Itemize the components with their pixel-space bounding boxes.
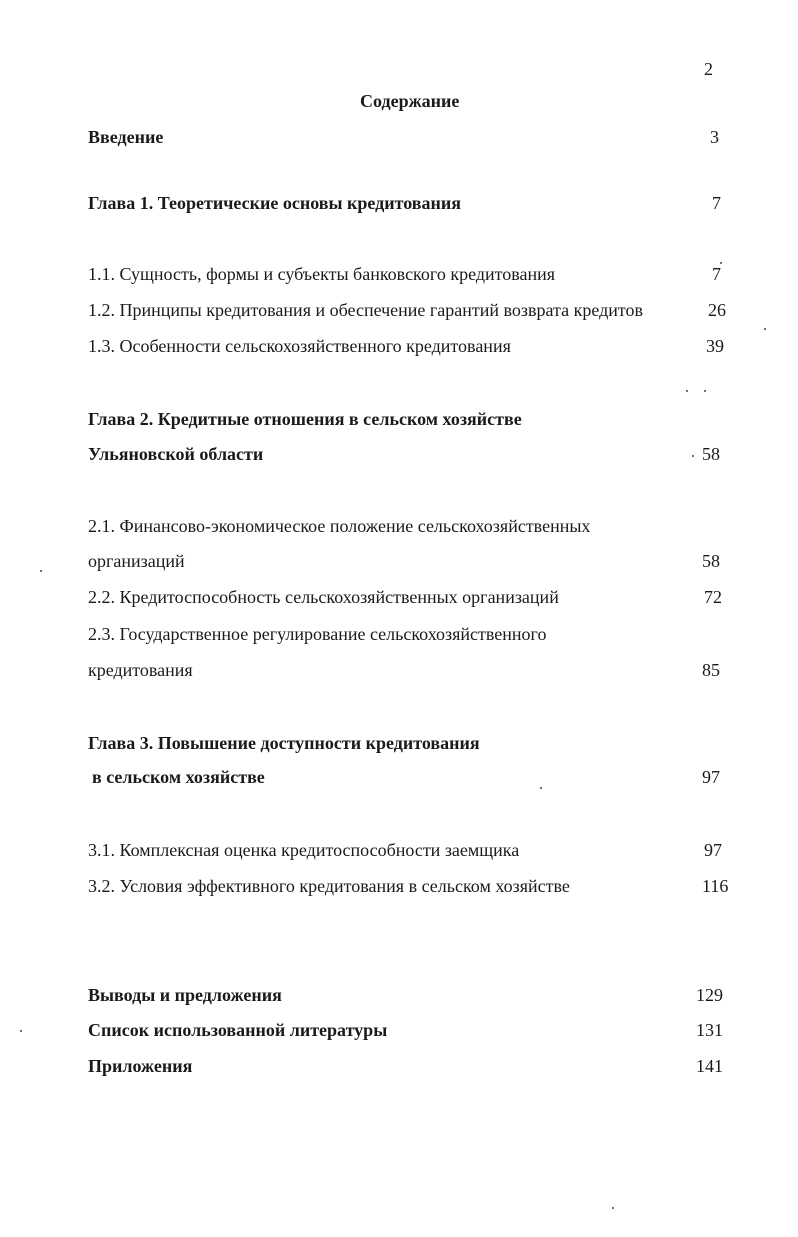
scan-speck [704, 390, 706, 392]
toc-section-2-3-label-line2: кредитования [88, 660, 193, 680]
scan-speck [720, 262, 722, 264]
scan-speck [612, 1207, 614, 1209]
page-number: 2 [704, 59, 713, 79]
toc-section-1-1-page: 7 [712, 264, 721, 284]
toc-intro-page: 3 [710, 127, 719, 147]
toc-section-2-1-label-line2: организаций [88, 551, 185, 571]
toc-section-2-2-page: 72 [704, 587, 722, 607]
scan-speck [692, 455, 694, 457]
scan-speck [764, 328, 766, 330]
toc-conclusions-label: Выводы и предложения [88, 985, 282, 1005]
scan-speck [540, 787, 542, 789]
toc-section-2-1-page: 58 [702, 551, 720, 571]
scan-speck [20, 1030, 22, 1032]
toc-section-1-2-page: 26 [708, 300, 726, 320]
page-title: Содержание [360, 91, 460, 111]
toc-section-1-1-label: 1.1. Сущность, формы и субъекты банковского кредитования [88, 264, 556, 284]
scan-speck [40, 570, 42, 572]
toc-section-2-1-label-line1: 2.1. Финансово-экономическое положение сельскохозяйственных [88, 516, 591, 536]
toc-chapter-3-heading-line2: в сельском хозяйстве [92, 767, 265, 787]
toc-section-3-1-page: 97 [704, 840, 722, 860]
toc-section-2-2-label: 2.2. Кредитоспособность сельскохозяйственных организаций [88, 587, 559, 607]
toc-section-3-2-page: 116 [702, 876, 729, 896]
toc-appendices-label: Приложения [88, 1056, 193, 1076]
toc-section-3-1-label: 3.1. Комплексная оценка кредитоспособности заемщика [88, 840, 520, 860]
toc-references-label: Список использованной литературы [88, 1020, 388, 1040]
toc-appendices-page: 141 [696, 1056, 723, 1076]
toc-references-page: 131 [696, 1020, 723, 1040]
toc-chapter-2-heading-line2: Ульяновской области [88, 444, 264, 464]
toc-section-2-3-label-line1: 2.3. Государственное регулирование сельскохозяйственного [88, 624, 547, 644]
toc-section-1-2-label: 1.2. Принципы кредитования и обеспечение гарантий возврата кредитов [88, 300, 644, 320]
toc-chapter-2-heading-line1: Глава 2. Кредитные отношения в сельском хозяйстве [88, 409, 522, 429]
toc-section-2-3-page: 85 [702, 660, 720, 680]
toc-chapter-3-page: 97 [702, 767, 720, 787]
toc-chapter-1-page: 7 [712, 193, 721, 213]
toc-section-3-2-label: 3.2. Условия эффективного кредитования в сельском хозяйстве [88, 876, 570, 896]
scan-speck [686, 390, 688, 392]
toc-intro-label: Введение [88, 127, 164, 147]
toc-conclusions-page: 129 [696, 985, 723, 1005]
toc-section-1-3-page: 39 [706, 336, 724, 356]
toc-chapter-2-page: 58 [702, 444, 720, 464]
toc-chapter-1-heading: Глава 1. Теоретические основы кредитования [88, 193, 461, 213]
toc-chapter-3-heading-line1: Глава 3. Повышение доступности кредитования [88, 733, 480, 753]
toc-section-1-3-label: 1.3. Особенности сельскохозяйственного кредитования [88, 336, 511, 356]
